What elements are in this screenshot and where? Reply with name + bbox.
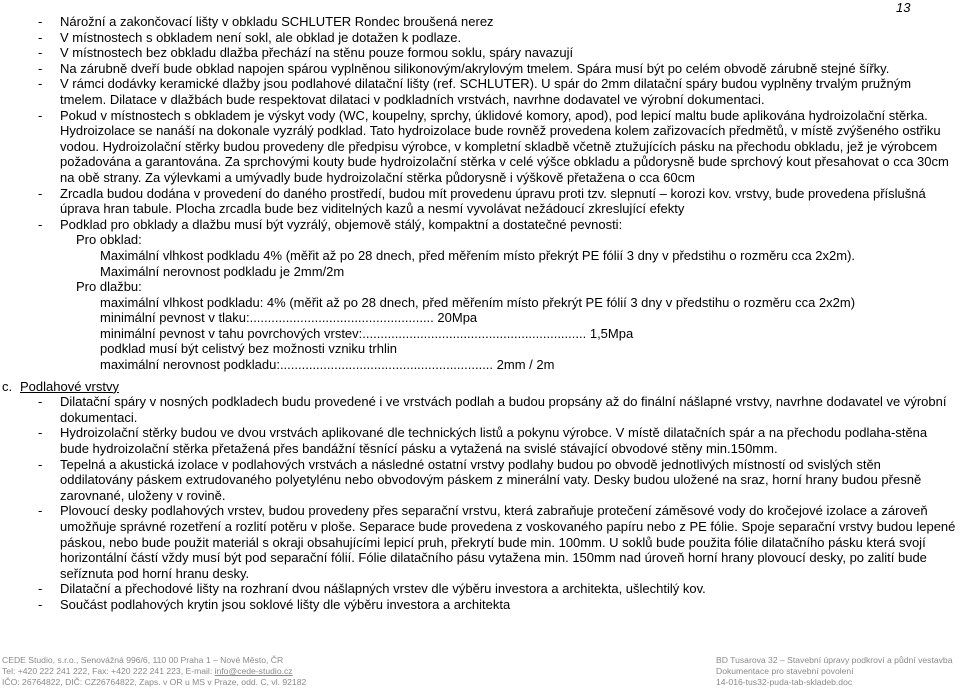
section-letter: c. xyxy=(2,378,13,394)
list-item: - Zrcadla budou dodána v provedení do daného prostředí, budou mít provedenu úpravu proti tzv. slepnutí – korozi kov. vrstvy, bude provedena příslušná úprava hran tabule. Plocha zrcadla bude bez viditelných kazů a nesmí vyvolávat nežádoucí zkreslující efekty xyxy=(38,185,926,217)
spec-dots: ........................................................... xyxy=(279,357,494,373)
list-item: - Dilatační a přechodové lišty na rozhraní dvou nášlapných vrstev dle výběru investora a architekta, ušlechtilý kov. xyxy=(38,581,706,597)
spec-value: 2mm / 2m xyxy=(496,357,555,373)
list-item: - Plovoucí desky podlahových vrstev, budou provedeny přes separační vrstvu, která zabraňuje protečení záměsové vody do kročejové izolace a zároveň umožňuje správné rozetření a rozlití potěru v ploše. Separace bude provedena z voskovaného papíru nebo z PE fólie. Spoje separační vrstvy budou lepené páskou, nebo bude použit materiál s okraji obsahujícími lepicí pruh, překrytí bude min. 100mm. U soklů bude použita fólie dilatačního pásku která svojí horizontální částí vždy musí být pod separační fólií. Fólie dilatačního pásu vytažena min. 150mm nad úroveň horní hrany plovoucí desky, po zalití bude seříznuta pod horní hranu desky. xyxy=(38,503,956,581)
footer-filename: 14-016-tus32-puda-tab-skladeb.doc xyxy=(716,677,853,687)
spec-label: minimální pevnost v tlaku: xyxy=(100,310,250,326)
footer-project-name: BD Tusarova 32 – Stavební úpravy podkroví a půdní vestavba xyxy=(716,655,953,665)
section-title: Podlahové vrstvy xyxy=(20,378,119,394)
obklad-line: Maximální vlhkost podkladu 4% (měřit až po 28 dnech, před měřením místo překrýt PE fólií 3 dny v předstihu o rozměru cca 2x2m). xyxy=(100,247,856,263)
list-item: - V místnostech s obkladem není sokl, ale obklad je dotažen k podlaze. xyxy=(38,29,462,45)
footer-project xyxy=(716,655,952,688)
footer-doc-type: Dokumentace pro stavební povolení xyxy=(716,666,854,676)
spec-label: minimální pevnost v tahu povrchových vrstev: xyxy=(100,325,363,341)
obklad-line: Maximální nerovnost podkladu je 2mm/2m xyxy=(100,263,345,279)
spec-value: 20Mpa xyxy=(437,310,478,326)
list-item: - Tepelná a akustická izolace v podlahových vrstvách a následné ostatní vrstvy podlahy budou po obvodě jednotlivých místností od svislých stěn oddilatovány páskem extrudovaného polyetylénu nebo obvodovým páskem z minerální vaty. Desky budou uložené na sraz, horní hrany budou přesně zarovnané, uloženy v rovině. xyxy=(38,456,922,503)
list-item: - V rámci dodávky keramické dlažby jsou podlahové dilatační lišty (ref. SCHLUTER). U spár do 2mm dilatační spáry budou vyplněny trvalým pružným tmelem. Dilatace v dlažbách bude respektovat dilataci v podkladních vrstvách, navrhne dodavatel ve výrobní dokumentaci. xyxy=(38,76,912,107)
list-item: - Součást podlahových krytin jsou soklové lišty dle výběru investora a architekta xyxy=(38,596,511,612)
spec-row xyxy=(38,310,956,326)
footer-registration: IČO: 26764822, DIČ: CZ26764822, Zaps. v OR u MS v Praze, odd. C, vl. 92182 xyxy=(2,677,307,687)
document-body xyxy=(2,14,956,613)
spec-label: maximální nerovnost podkladu: xyxy=(100,357,280,373)
list-item: - V místnostech bez obkladu dlažba přechází na stěnu pouze formou soklu, spáry navazují xyxy=(38,45,574,61)
spec-dots: ................................................... xyxy=(249,310,434,326)
spec-row xyxy=(38,326,956,342)
spec-value: 1,5Mpa xyxy=(589,325,634,341)
list-item: - Nárožní a zakončovací lišty v obkladu SCHLUTER Rondec broušená nerez xyxy=(38,14,494,29)
page-number: 13 xyxy=(896,0,911,15)
obklad-heading: Pro obklad: xyxy=(76,232,142,248)
dlazba-line: podklad musí být celistvý bez možnosti vzniku trhlin xyxy=(100,341,397,357)
section-heading xyxy=(2,379,956,395)
spec-dots: .............................................................. xyxy=(362,325,587,341)
list-item: - Hydroizolační stěrky budou ve dvou vrstvách aplikované dle technických listů a pokynu výrobce. V místě dilatačních spár a na přechodu podlaha-stěna bude hydroizolační stěrka přetažená přes bandážní těsnící pásku a vytažená na svislé stávající obvodové stěny min.150mm. xyxy=(38,425,928,457)
footer-address: CEDE Studio, s.r.o., Senovážná 996/6, 110 00 Praha 1 – Nové Město, ČR xyxy=(2,655,284,665)
footer-email-link[interactable]: info@cede-studio.cz xyxy=(214,666,293,676)
list-item: - Dilatační spáry v nosných podkladech budu provedené i ve vrstvách podlah a budou propsány až do finální nášlapné vrstvy, navrhne dodavatel ve výrobní dokumentaci. xyxy=(38,394,947,425)
footer-contact: Tel: +420 222 241 222, Fax: +420 222 241 223, E-mail: info@cede-studio.cz xyxy=(2,666,293,676)
list-item: - Na zárubně dveří bude obklad napojen spárou vyplněnou silikonovým/akrylovým tmelem. Spára musí být po celém obvodě zárubně stejné šířky. xyxy=(38,60,890,76)
list-item: - Pokud v místnostech s obkladem je výskyt vody (WC, koupelny, sprchy, úklidové komory, apod), pod lepicí maltu bude aplikována hydroizolační stěrka. Hydroizolace se nanáší na dokonale vyzrálý podklad. Tato hydroizolace bude rovněž provedena kolem zařizovacích předmětů, v místě zvýšeného ostřiku vodou. Hydroizolační stěrky budou provedeny dle předpisu výrobce, v kompletní skladbě včetně ztužujících pásku na přechodu obkladu, jež je výrobcem požadována a garantována. Za sprchovými kouty bude hydroizolační stěrka v celé výšce obkladu a půdorysně bude sprchový kout přesahovat o cca 30cm na obě strany. Za výlevkami a umývadly bude hydroizolační stěrka půdorysně i výškově přetažena o cca 60cm xyxy=(38,107,949,185)
list-item: - Podklad pro obklady a dlažbu musí být vyzrálý, objemově stálý, kompaktní a dostatečné pevnosti: xyxy=(38,216,623,232)
dlazba-line: maximální vlhkost podkladu: 4% (měřit až po 28 dnech, před měřením místo překrýt PE fólií 3 dny v předstihu o rozměru cca 2x2m) xyxy=(100,294,856,310)
spec-row xyxy=(38,357,956,373)
footer-company xyxy=(2,655,306,688)
dlazba-heading: Pro dlažbu: xyxy=(76,279,142,295)
